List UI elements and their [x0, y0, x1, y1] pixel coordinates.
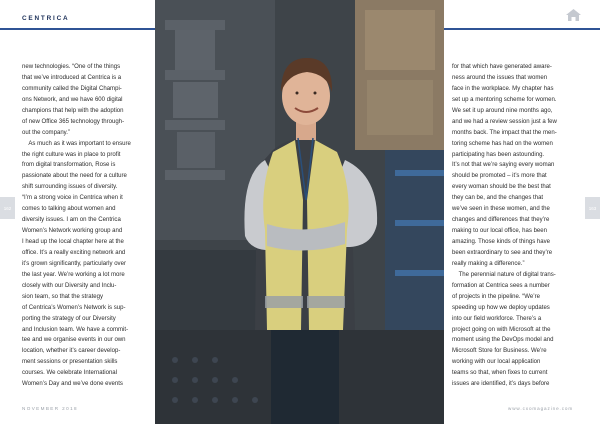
text-line: moment using the DevOps model and: [452, 337, 554, 344]
text-line: community called the Digital Champi-: [22, 85, 122, 92]
text-line: out the company.”: [22, 129, 70, 136]
text-line: passionate about the need for a culture: [22, 173, 127, 180]
text-line: ness around the issues that women: [452, 74, 548, 81]
text-line: changes and differences that they’re: [452, 217, 550, 224]
text-line: office. It’s a really exciting network and: [22, 249, 126, 256]
text-line: courses. We celebrate International: [22, 370, 118, 377]
text-line: closely with our Diversity and Inclu-: [22, 282, 117, 289]
text-line: and Inclusion team. We have a commit-: [22, 326, 129, 333]
text-line: should be promoted – it’s more that: [452, 173, 547, 180]
text-line: project going on with Microsoft at the: [452, 326, 551, 333]
text-line: Women’s Network working group and: [22, 228, 123, 235]
text-line: comes to talking about women and: [22, 206, 116, 213]
text-line: sion team, so that the strategy: [22, 293, 104, 300]
article-column-left: [22, 62, 148, 390]
text-line: shift surrounding issues of diversity.: [22, 184, 118, 191]
text-line: formation at Centrica sees a number: [452, 282, 550, 289]
text-line: tee and we organise events in our own: [22, 337, 126, 344]
text-line: amazing. Those kinds of things have: [452, 239, 551, 245]
article-column-right: [452, 62, 578, 390]
text-line: we’ve seen in these women, and the: [452, 206, 550, 213]
text-line: speeding up how we deploy updates: [452, 304, 550, 311]
text-line: I head up the local chapter here at the: [22, 239, 124, 245]
text-line: of projects in the pipeline. “We’re: [452, 293, 540, 300]
text-line: set up a mentoring scheme for women.: [452, 96, 557, 103]
text-line: and we had a review session just a few: [452, 118, 557, 125]
text-line: of new Office 365 technology through-: [22, 118, 125, 125]
text-line: the last year. We’re working a lot more: [22, 271, 125, 278]
text-line: ment sessions or presentation skills: [22, 359, 118, 366]
portrait-illustration: [155, 0, 444, 424]
brand-name: CENTRICA: [22, 15, 70, 22]
text-line: Women’s Day and we’ve done events: [22, 381, 123, 388]
text-line: of Centrica’s Women’s Network is sup-: [22, 304, 126, 311]
text-line: that we’ve introduced at Centrica is a: [22, 74, 122, 81]
text-line: ons Network, and we have 600 digital: [22, 96, 123, 103]
page-number-left: 162: [0, 197, 15, 219]
text-line: location, whether it’s career develop-: [22, 348, 121, 355]
page-number-right: 163: [585, 197, 600, 219]
text-line: the right culture was in place to profit: [22, 151, 121, 158]
text-line: We set it up around nine months ago,: [452, 107, 553, 114]
text-line: Microsoft Store for Business. We’re: [452, 348, 547, 355]
text-line: porting the strategy of our Diversity: [22, 315, 116, 322]
portrait-photo: [155, 0, 444, 424]
footer-issue-date: NOVEMBER 2018: [22, 406, 78, 411]
text-line: toring scheme has had on the women: [452, 140, 553, 147]
text-line: working with our local application: [452, 359, 541, 366]
text-line: been extraordinary to see and they’re: [452, 249, 553, 256]
text-line: every woman should be the best that: [452, 184, 551, 191]
text-line: teams so that, when fixes to current: [452, 370, 548, 377]
text-line: it’s grown significantly, particularly over: [22, 260, 126, 267]
text-line: really making a difference.”: [452, 260, 525, 267]
text-line: participating has been astounding.: [452, 151, 545, 158]
text-line: It’s not that we’re saying every woman: [452, 162, 555, 169]
footer-website[interactable]: www.cxomagazine.com: [508, 406, 574, 411]
text-line: As much as it was important to ensure: [22, 140, 131, 147]
text-line: into our field workforce. There’s a: [452, 315, 542, 322]
home-icon[interactable]: [565, 8, 582, 22]
text-line: diversity issues. I am on the Centrica: [22, 217, 121, 224]
text-line: new technologies. “One of the things: [22, 64, 121, 70]
text-line: for that which have generated aware-: [452, 64, 552, 70]
text-line: The perennial nature of digital trans-: [452, 271, 556, 278]
text-line: face in the workplace. My chapter has: [452, 85, 554, 92]
text-line: “I’m a strong voice in Centrica when it: [22, 195, 123, 202]
text-line: months back. The impact that the men-: [452, 129, 557, 136]
text-line: making to our local office, has been: [452, 228, 548, 235]
text-line: they can be, and the changes that: [452, 195, 544, 202]
text-line: champions that help with the adoption: [22, 107, 124, 114]
text-line: issues are identified, it’s days before: [452, 381, 550, 388]
text-line: from digital transformation, Rose is: [22, 162, 116, 169]
